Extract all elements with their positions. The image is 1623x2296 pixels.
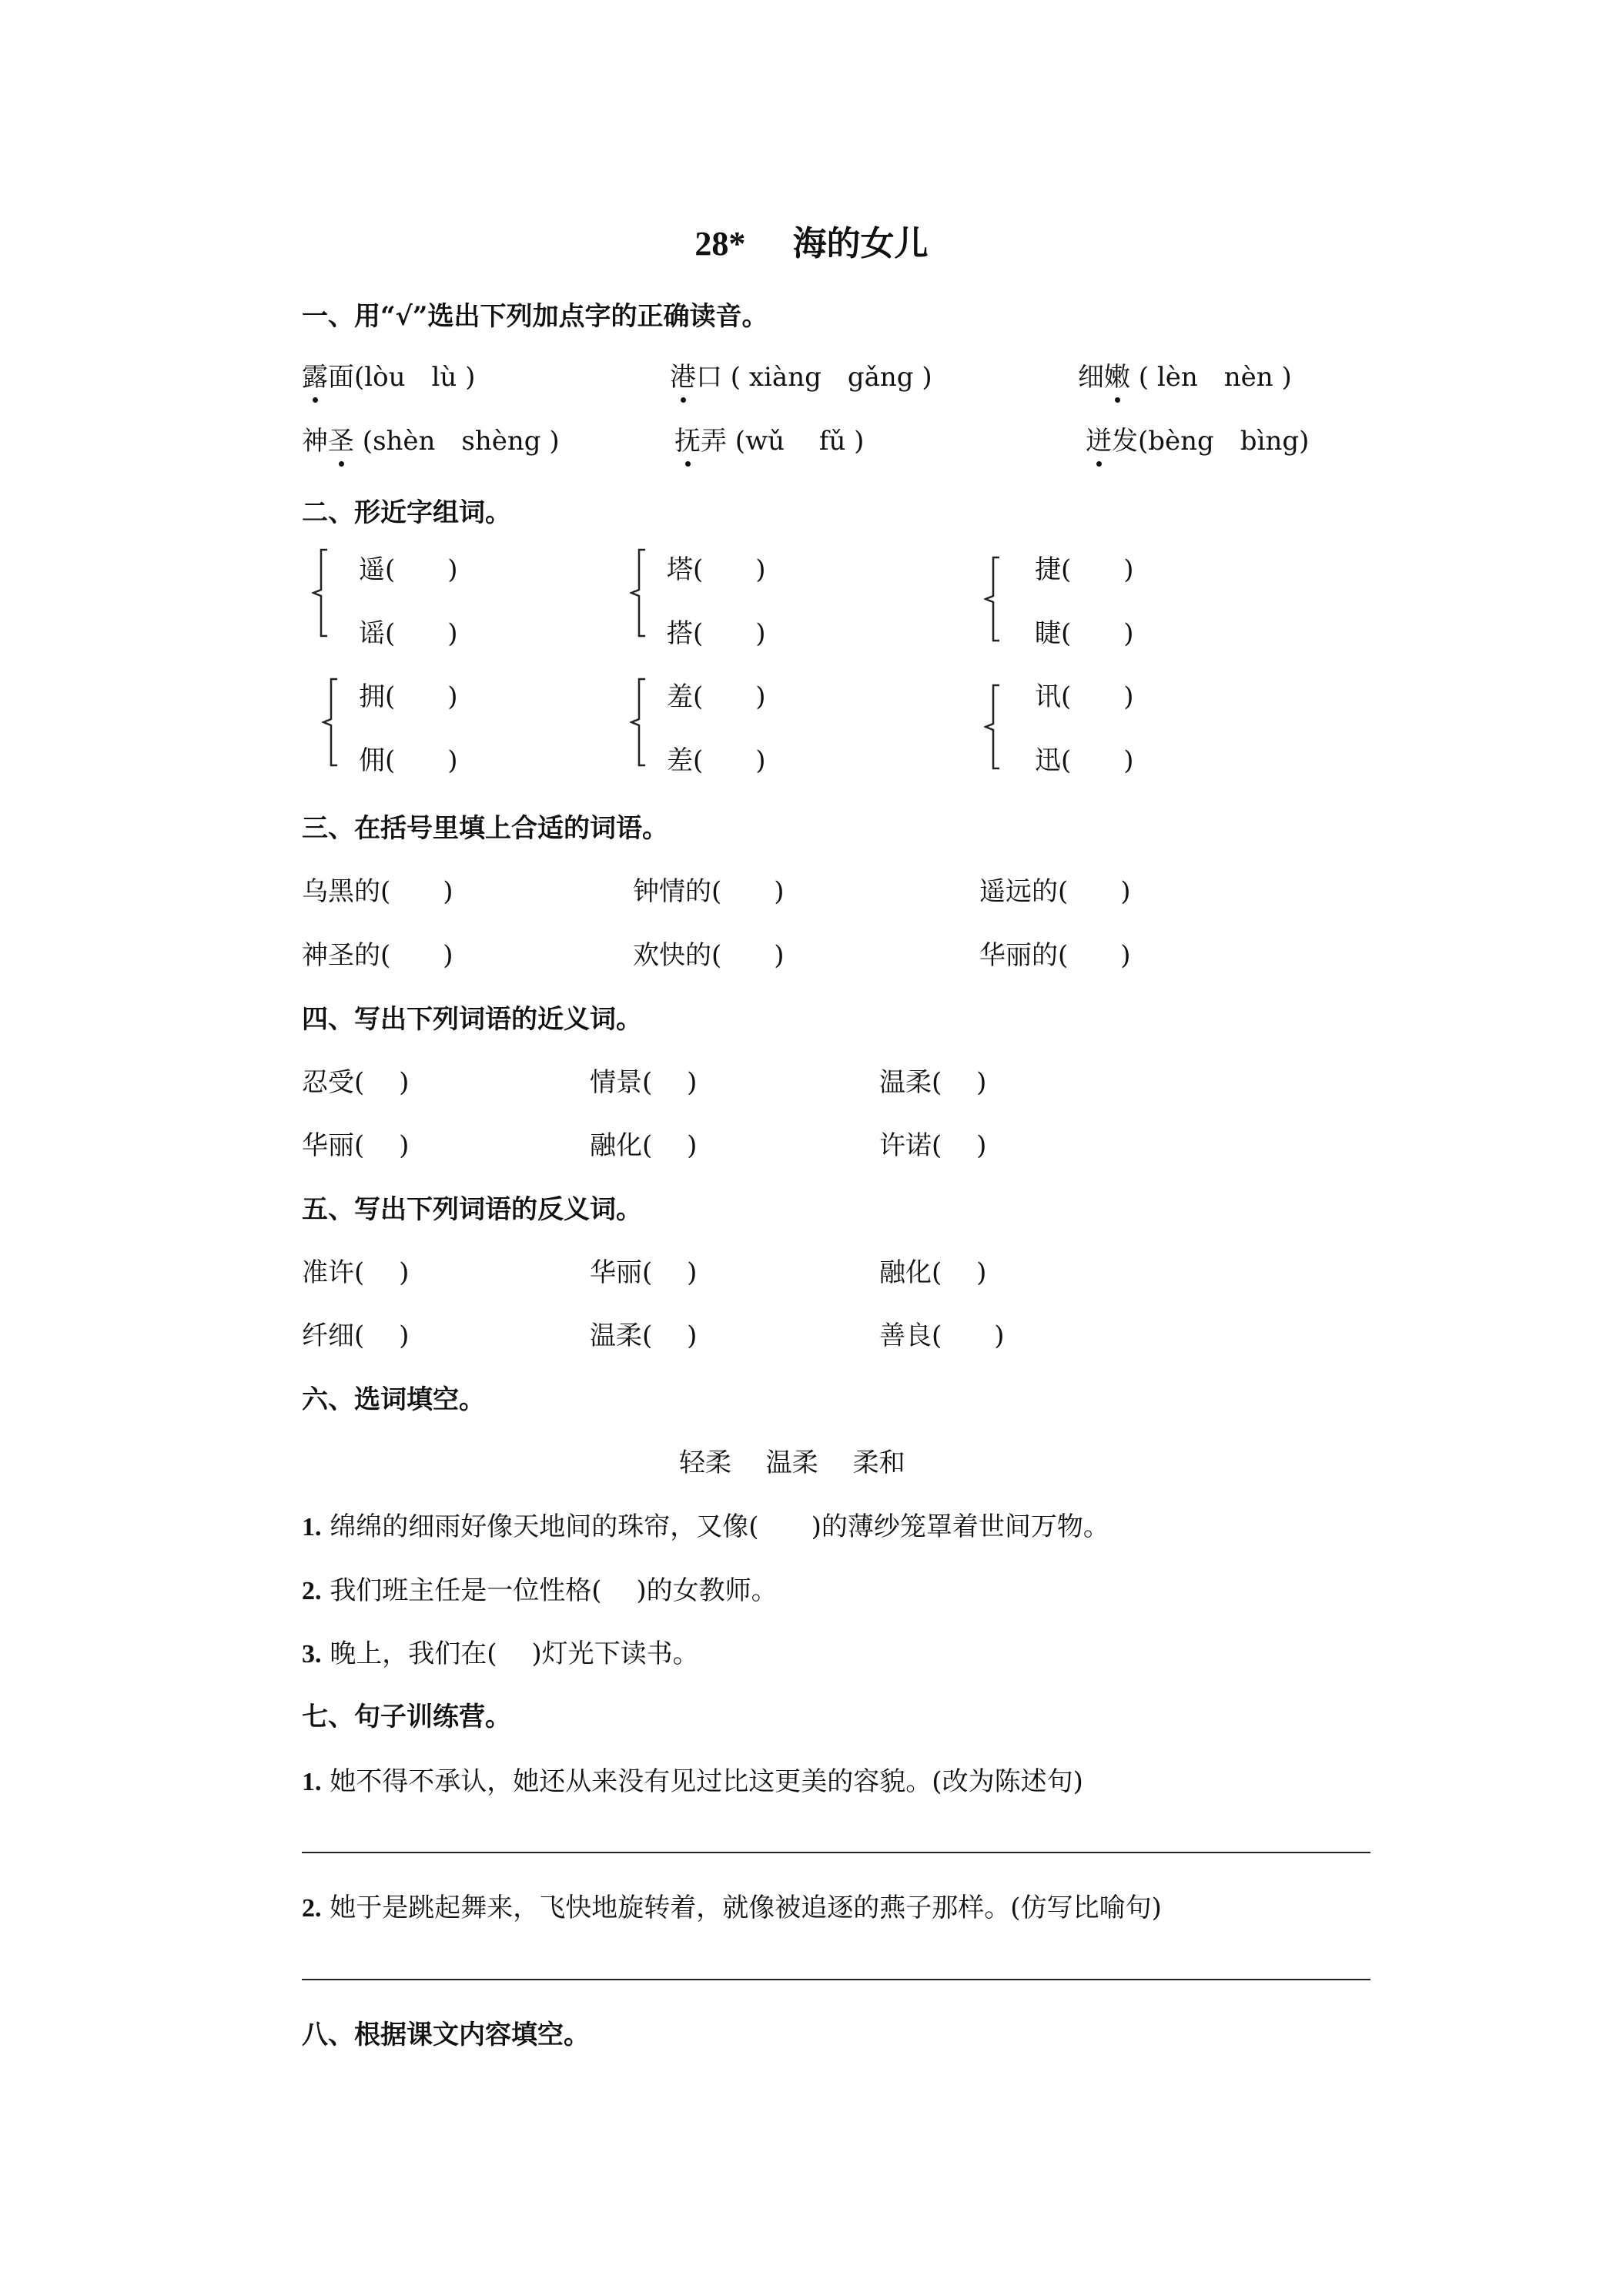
section-4-heading: 四、写出下列词语的近义词。 — [302, 1004, 642, 1035]
similar-char-word: 谣( ) — [359, 618, 458, 649]
similar-char-word: 羞( ) — [667, 681, 766, 712]
dotted-char: 露 — [302, 356, 328, 393]
pinyin-item: 神圣 (shèn shèng ) — [302, 420, 560, 457]
question-item: 2. 她于是跳起舞来，飞快地旋转着，就像被追逐的燕子那样。(仿写比喻句) — [302, 1893, 1162, 1923]
dotted-char: 抚 — [674, 420, 701, 457]
similar-char-word: 遥( ) — [359, 554, 458, 585]
section-2-heading: 二、形近字组词。 — [302, 497, 511, 528]
question-item: 2. 我们班主任是一位性格( )的女教师。 — [302, 1575, 778, 1606]
section-5-heading: 五、写出下列词语的反义词。 — [302, 1194, 642, 1225]
answer-line[interactable] — [302, 1852, 1370, 1853]
pinyin-item: 露面(lòu lù ) — [302, 356, 475, 393]
similar-char-word: 捷( ) — [1035, 554, 1134, 585]
antonym-word: 温柔( ) — [590, 1320, 698, 1351]
fill-word: 欢快的( ) — [633, 940, 785, 971]
pinyin-item: 抚弄 (wǔ fǔ ) — [674, 420, 864, 457]
synonym-word: 情景( ) — [590, 1067, 698, 1098]
synonym-word: 许诺( ) — [879, 1130, 987, 1161]
similar-char-word: 睫( ) — [1035, 618, 1134, 649]
antonym-word: 融化( ) — [879, 1257, 987, 1288]
antonym-word: 准许( ) — [302, 1257, 410, 1288]
dotted-char: 迸 — [1086, 420, 1112, 457]
antonym-word: 纤细( ) — [302, 1320, 410, 1351]
word-bank: 轻柔 温柔 柔和 — [679, 1448, 905, 1478]
synonym-word: 融化( ) — [590, 1130, 698, 1161]
fill-word: 神圣的( ) — [302, 940, 453, 971]
section-3-heading: 三、在括号里填上合适的词语。 — [302, 813, 668, 844]
fill-word: 遥远的( ) — [979, 876, 1131, 907]
fill-word: 钟情的( ) — [633, 876, 785, 907]
brace-icon — [322, 678, 339, 767]
synonym-word: 忍受( ) — [302, 1067, 410, 1098]
question-item: 1. 她不得不承认，她还从来没有见过比这更美的容貌。(改为陈述句) — [302, 1766, 1083, 1797]
brace-icon — [984, 684, 1001, 770]
fill-word: 乌黑的( ) — [302, 876, 453, 907]
lesson-title: 海的女儿 — [792, 224, 929, 263]
synonym-word: 温柔( ) — [879, 1067, 987, 1098]
similar-char-word: 差( ) — [667, 745, 766, 776]
similar-char-word: 讯( ) — [1035, 681, 1134, 712]
antonym-word: 华丽( ) — [590, 1257, 698, 1288]
brace-icon — [630, 678, 647, 767]
dotted-char: 嫩 — [1104, 356, 1130, 393]
similar-char-word: 佣( ) — [359, 745, 458, 776]
question-item: 3. 晚上，我们在( )灯光下读书。 — [302, 1638, 699, 1669]
similar-char-word: 搭( ) — [667, 618, 766, 649]
brace-icon — [630, 548, 647, 638]
synonym-word: 华丽( ) — [302, 1130, 410, 1161]
section-6-heading: 六、选词填空。 — [302, 1384, 485, 1415]
dotted-char: 港 — [670, 356, 696, 393]
lesson-number: 28* — [694, 225, 746, 263]
antonym-word: 善良( ) — [879, 1320, 1005, 1351]
dotted-char: 圣 — [328, 420, 354, 457]
brace-icon — [984, 556, 1001, 642]
pinyin-item: 港口 ( xiàng gǎng ) — [670, 356, 932, 393]
question-item: 1. 绵绵的细雨好像天地间的珠帘，又像( )的薄纱笼罩着世间万物。 — [302, 1511, 1109, 1542]
pinyin-item: 迸发(bèng bìng) — [1086, 420, 1309, 457]
similar-char-word: 拥( ) — [359, 681, 458, 712]
similar-char-word: 迅( ) — [1035, 745, 1134, 776]
section-1-heading: 一、用“√”选出下列加点字的正确读音。 — [302, 301, 768, 332]
page-title — [0, 216, 1623, 265]
section-7-heading: 七、句子训练营。 — [302, 1702, 511, 1732]
similar-char-word: 塔( ) — [667, 554, 766, 585]
section-8-heading: 八、根据课文内容填空。 — [302, 2020, 590, 2050]
brace-icon — [312, 548, 329, 638]
answer-line[interactable] — [302, 1979, 1370, 1980]
fill-word: 华丽的( ) — [979, 940, 1131, 971]
pinyin-item: 细嫩 ( lèn nèn ) — [1078, 356, 1292, 393]
